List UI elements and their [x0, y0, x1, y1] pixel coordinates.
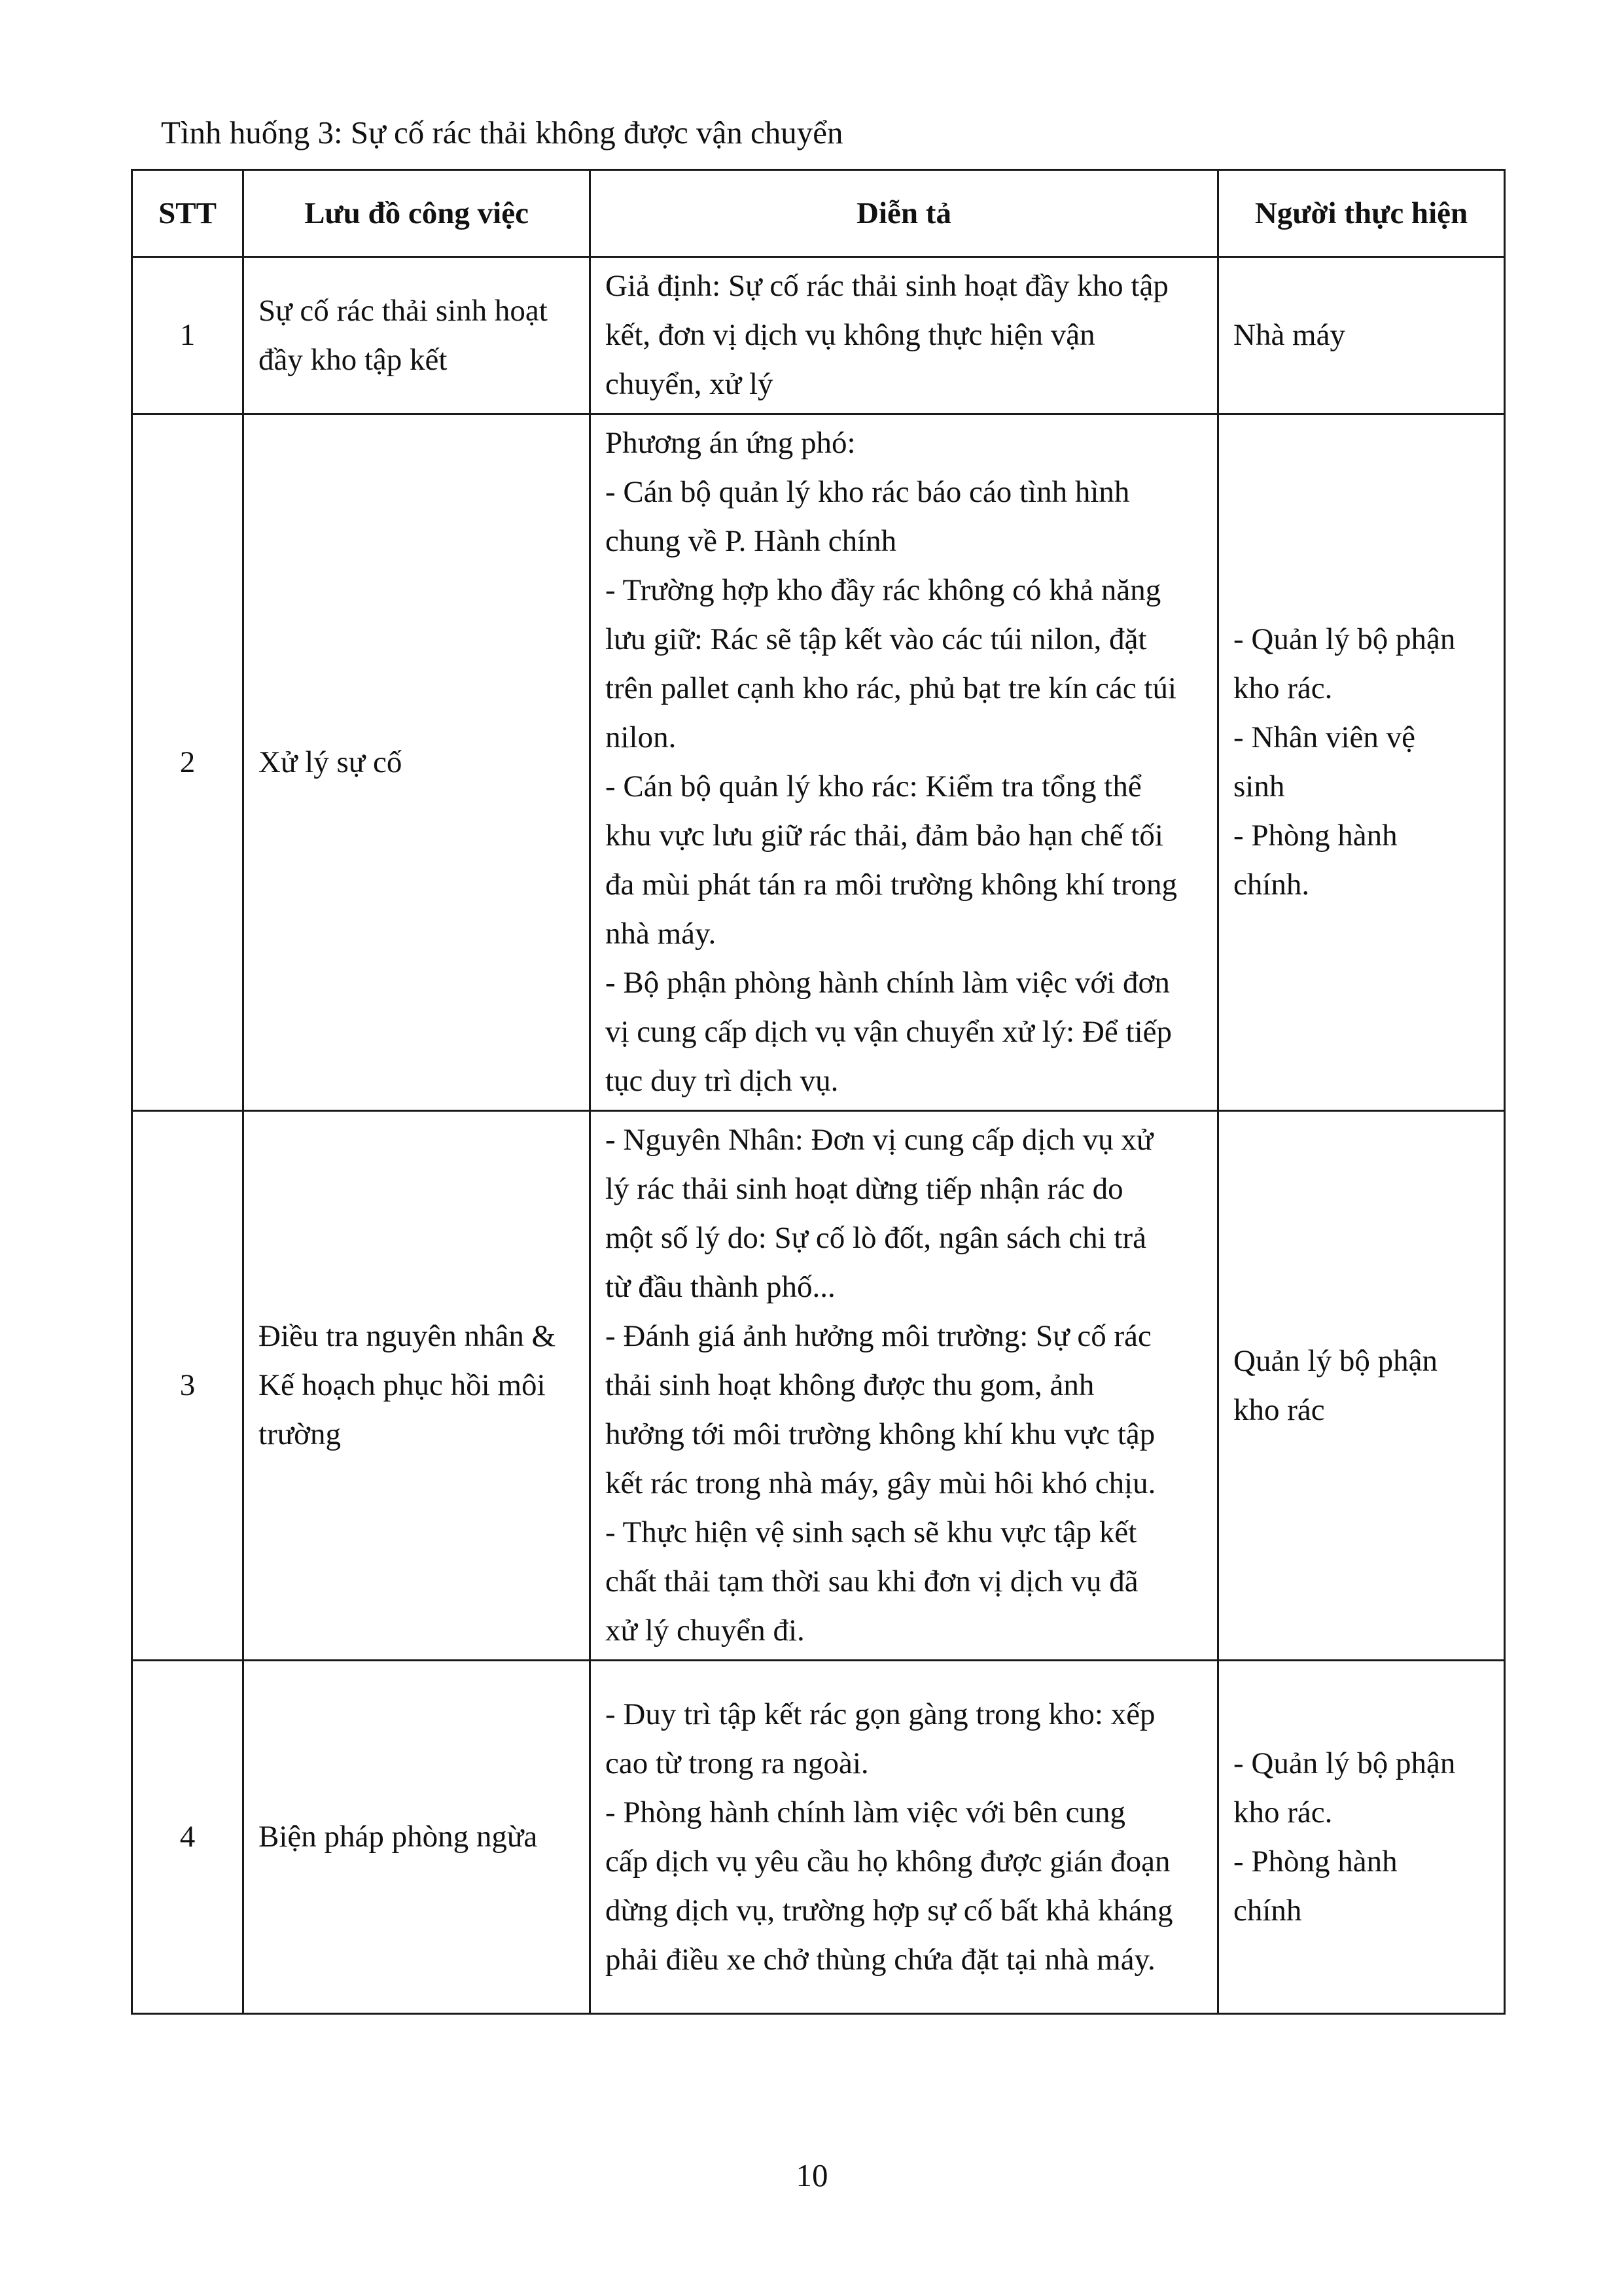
table-body: [132, 257, 1505, 2014]
cell-actor-line: - Quản lý bộ phận: [1233, 1746, 1456, 1780]
cell-description-line: - Trường hợp kho đầy rác không có khả năng: [605, 573, 1161, 607]
cell-step-line: Điều tra nguyên nhân &: [258, 1319, 556, 1353]
cell-actor-line: Quản lý bộ phận: [1233, 1343, 1438, 1378]
cell-actor-line: chính: [1233, 1893, 1302, 1928]
cell-step-line: đầy kho tập kết: [258, 342, 448, 377]
cell-description-line: chuyển, xử lý: [605, 367, 773, 401]
cell-description-line: một số lý do: Sự cố lò đốt, ngân sách chi trả: [605, 1221, 1146, 1255]
cell-description-line: - Cán bộ quản lý kho rác báo cáo tình hình: [605, 475, 1130, 509]
cell-description: [590, 414, 1218, 1111]
cell-step: [243, 1111, 590, 1661]
cell-description-line: chất thải tạm thời sau khi đơn vị dịch vụ đã: [605, 1564, 1139, 1598]
header-step: Lưu đồ công việc: [243, 170, 590, 257]
incident-response-table: [131, 169, 1506, 2015]
cell-actor-line: sinh: [1233, 769, 1285, 804]
cell-stt: 2: [132, 414, 243, 1111]
cell-actor-line: kho rác: [1233, 1392, 1325, 1427]
table-row: [132, 1111, 1505, 1661]
cell-step-line: Kế hoạch phục hồi môi: [258, 1368, 546, 1402]
cell-description-line: - Nguyên Nhân: Đơn vị cung cấp dịch vụ xử: [605, 1123, 1154, 1157]
cell-actor: [1218, 257, 1505, 414]
cell-description-line: khu vực lưu giữ rác thải, đảm bảo hạn chế tối: [605, 819, 1163, 853]
table-row: [132, 257, 1505, 414]
cell-description-line: tục duy trì dịch vụ.: [605, 1064, 839, 1098]
cell-description-line: lưu giữ: Rác sẽ tập kết vào các túi nilon, đặt: [605, 622, 1147, 656]
cell-description-line: - Bộ phận phòng hành chính làm việc với đơn: [605, 966, 1170, 1000]
cell-description-line: phải điều xe chở thùng chứa đặt tại nhà máy.: [605, 1942, 1156, 1977]
header-description: Diễn tả: [590, 170, 1218, 257]
cell-actor-line: - Quản lý bộ phận: [1233, 622, 1456, 656]
cell-actor-line: chính.: [1233, 868, 1310, 902]
cell-description-line: đa mùi phát tán ra môi trường không khí trong: [605, 868, 1177, 902]
cell-step-line: Biện pháp phòng ngừa: [258, 1820, 538, 1854]
cell-description-line: kết, đơn vị dịch vụ không thực hiện vận: [605, 318, 1095, 352]
cell-description-line: nilon.: [605, 720, 677, 754]
table-row: [132, 1661, 1505, 2014]
cell-description-line: cao từ trong ra ngoài.: [605, 1746, 869, 1780]
table-header-row: [132, 170, 1505, 257]
cell-description-line: nhà máy.: [605, 917, 716, 951]
cell-description-line: - Duy trì tập kết rác gọn gàng trong kho: xếp: [605, 1697, 1156, 1731]
cell-step: [243, 1661, 590, 2014]
cell-actor-line: kho rác.: [1233, 1795, 1333, 1829]
cell-description: [590, 257, 1218, 414]
cell-description-line: lý rác thải sinh hoạt dừng tiếp nhận rác do: [605, 1172, 1123, 1206]
header-actor: Người thực hiện: [1218, 170, 1505, 257]
cell-description-line: từ đầu thành phố...: [605, 1270, 836, 1304]
cell-stt: 3: [132, 1111, 243, 1661]
cell-actor-line: - Nhân viên vệ: [1233, 720, 1415, 754]
cell-stt: 4: [132, 1661, 243, 2014]
cell-stt: 1: [132, 257, 243, 414]
cell-step-line: trường: [258, 1417, 342, 1451]
cell-description-line: thải sinh hoạt không được thu gom, ảnh: [605, 1368, 1095, 1402]
header-stt: STT: [132, 170, 243, 257]
cell-description-line: cấp dịch vụ yêu cầu họ không được gián đoạn: [605, 1844, 1171, 1879]
cell-actor: [1218, 1111, 1505, 1661]
cell-actor-line: kho rác.: [1233, 671, 1333, 705]
cell-description: [590, 1111, 1218, 1661]
cell-step-line: Xử lý sự cố: [258, 745, 402, 779]
cell-actor-line: - Phòng hành: [1233, 1844, 1398, 1879]
cell-description-line: - Đánh giá ảnh hưởng môi trường: Sự cố rác: [605, 1319, 1152, 1353]
cell-description-line: chung về P. Hành chính: [605, 524, 897, 558]
cell-description-line: vị cung cấp dịch vụ vận chuyển xử lý: Để tiếp: [605, 1015, 1173, 1049]
cell-description-line: dừng dịch vụ, trường hợp sự cố bất khả kháng: [605, 1893, 1173, 1928]
cell-description: [590, 1661, 1218, 2014]
table-row: [132, 414, 1505, 1111]
cell-step: [243, 414, 590, 1111]
cell-description-line: - Cán bộ quản lý kho rác: Kiểm tra tổng thể: [605, 769, 1142, 804]
page-title: Tình huống 3: Sự cố rác thải không được vận chuyển: [161, 115, 843, 150]
cell-description-line: Giả định: Sự cố rác thải sinh hoạt đầy kho tập: [605, 269, 1169, 303]
cell-description-line: - Phòng hành chính làm việc với bên cung: [605, 1795, 1125, 1829]
cell-description-line: hưởng tới môi trường không khí khu vực tập: [605, 1417, 1156, 1451]
cell-step-line: Sự cố rác thải sinh hoạt: [258, 293, 548, 328]
cell-actor: [1218, 414, 1505, 1111]
cell-description-line: xử lý chuyển đi.: [605, 1614, 805, 1648]
cell-description-line: trên pallet cạnh kho rác, phủ bạt tre kín các túi: [605, 671, 1177, 705]
cell-actor-line: Nhà máy: [1233, 318, 1345, 352]
cell-actor: [1218, 1661, 1505, 2014]
cell-description-line: - Thực hiện vệ sinh sạch sẽ khu vực tập kết: [605, 1515, 1137, 1549]
cell-step: [243, 257, 590, 414]
cell-actor-line: - Phòng hành: [1233, 819, 1398, 853]
page-number: 10: [796, 2157, 828, 2193]
cell-description-line: Phương án ứng phó:: [605, 426, 856, 460]
cell-description-line: kết rác trong nhà máy, gây mùi hôi khó chịu.: [605, 1466, 1156, 1500]
